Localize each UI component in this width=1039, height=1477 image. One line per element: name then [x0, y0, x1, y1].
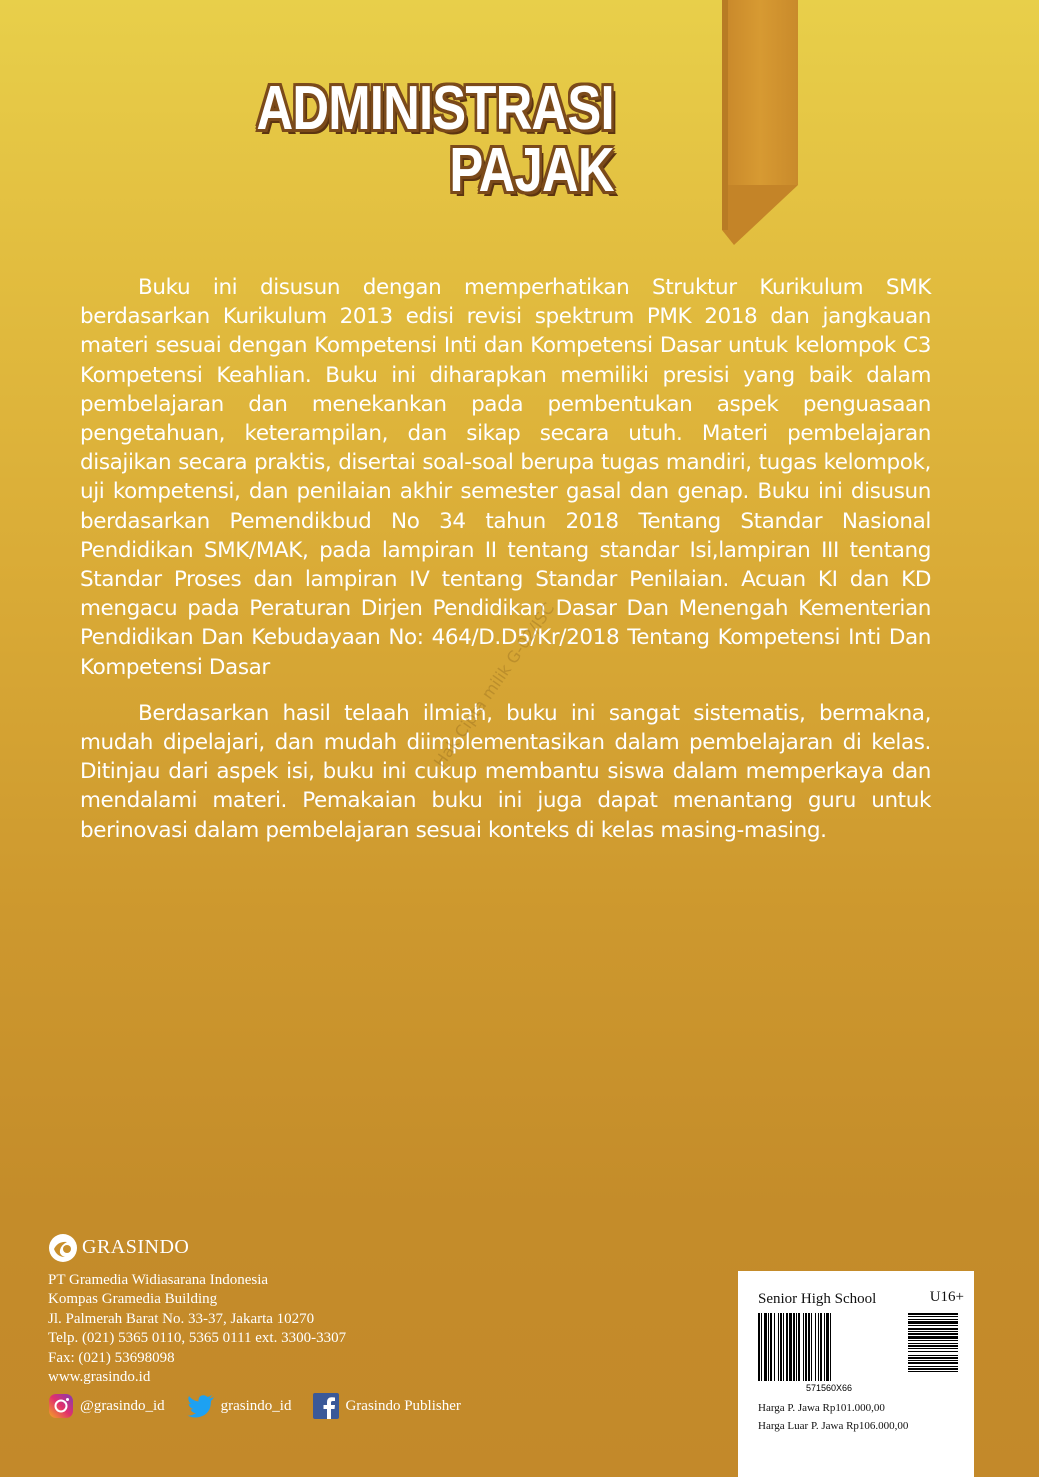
barcode-bar — [815, 1313, 816, 1381]
school-level: Senior High School — [758, 1291, 877, 1307]
barcode-bar-side — [908, 1331, 958, 1332]
barcode-bar-side — [908, 1357, 958, 1359]
barcode-bar — [764, 1313, 767, 1381]
barcode-bar — [830, 1313, 831, 1381]
barcode-bar-side — [908, 1328, 958, 1330]
price-outside-java: Harga Luar P. Jawa Rp106.000,00 — [758, 1420, 909, 1432]
social-twitter — [187, 1394, 292, 1418]
grasindo-logo-icon — [48, 1233, 78, 1263]
publisher-line: Jl. Palmerah Barat No. 33-37, Jakarta 10270 — [48, 1310, 315, 1327]
social-instagram — [48, 1393, 165, 1419]
age-rating: U16+ — [929, 1289, 964, 1305]
barcode-bar-side — [908, 1351, 958, 1352]
barcode-bar-side — [908, 1313, 958, 1315]
barcode-bar — [786, 1313, 788, 1381]
description-paragraph-1: Buku ini disusun dengan memperhatikan Struktur Kurikulum SMK berdasarkan Kurikulum 2013 edisi revisi spektrum PMK 2018 dan jangkauan materi sesuai dengan Kompetensi Inti dan Kompetensi Dasar untuk kelompok C3 Kompetensi Keahlian. Buku ini diharapkan memiliki presisi yang baik dalam pembelajaran dan menekankan pada pembentukan aspek penguasaan pengetahuan, keterampilan, dan sikap secara utuh. Materi pembelajaran disajikan secara praktis, disertai soal-soal berupa tugas mandiri, tugas kelompok, uji kompetensi, dan penilaian akhir semester gasal dan genap. Buku ini disusun berdasarkan Pemendikbud No 34 tahun 2018 Tentang Standar Nasional Pendidikan SMK/MAK, pada lampiran II tentang standar Isi,lampiran III tentang Standar Proses dan lampiran IV tentang Standar Penilaian. Acuan KI dan KD mengacu pada Peraturan Dirjen Pendidikan Dasar Dan Menengah Kementerian Pendidikan Dan Kebudayaan No: 464/D.D5/Kr/2018 Tentang Kompetensi Inti Dan Kompetensi Dasar — [80, 275, 931, 680]
barcode-bar-side — [908, 1333, 958, 1335]
barcode-bar-side — [908, 1316, 958, 1317]
price-box — [738, 1271, 974, 1477]
facebook-page: Grasindo Publisher — [345, 1397, 461, 1414]
barcode-bar-side — [908, 1368, 958, 1370]
ribbon-bookmark — [720, 0, 800, 250]
barcode-bar — [780, 1313, 782, 1381]
barcode-bar-side — [908, 1321, 958, 1324]
publisher-website: www.grasindo.id — [48, 1369, 151, 1386]
barcode-bar — [774, 1313, 775, 1381]
publisher-line: Telp. (021) 5365 0110, 5365 0111 ext. 3300-3307 — [48, 1330, 347, 1347]
barcode-number: 571560X66 — [806, 1383, 853, 1393]
price-java: Harga P. Jawa Rp101.000,00 — [758, 1402, 885, 1414]
barcode-bar-side — [908, 1343, 958, 1344]
barcode — [758, 1313, 963, 1393]
barcode-bar — [805, 1313, 807, 1381]
barcode-bar-side — [908, 1371, 958, 1372]
barcode-bar-side — [908, 1319, 958, 1320]
barcode-bar — [783, 1313, 784, 1381]
barcode-bar — [770, 1313, 772, 1381]
barcode-bar — [761, 1313, 762, 1381]
watermark: Hak Cipta milik G-02/ISC — [430, 599, 559, 771]
publisher-info — [48, 1233, 483, 1419]
publisher-line: Kompas Gramedia Building — [48, 1291, 218, 1308]
barcode-bar-side — [908, 1366, 958, 1367]
social-facebook — [313, 1393, 460, 1419]
barcode-bar — [758, 1313, 760, 1381]
barcode-bar — [793, 1313, 795, 1381]
barcode-bar-side — [908, 1360, 958, 1361]
barcode-bar-side — [908, 1336, 958, 1339]
barcode-bar-side — [908, 1340, 958, 1341]
publisher-line: PT Gramedia Widiasarana Indonesia — [48, 1272, 269, 1288]
barcode-bar — [818, 1313, 819, 1381]
barcode-bar-side — [908, 1325, 958, 1326]
barcode-bar — [826, 1313, 829, 1381]
barcode-bar — [768, 1313, 769, 1381]
publisher-line: Fax: (021) 53698098 — [48, 1349, 175, 1366]
social-links — [48, 1393, 483, 1419]
publisher-brand: GRASINDO — [82, 1236, 190, 1259]
barcode-bar — [820, 1313, 822, 1381]
title-line-1: ADMINISTRASI — [256, 74, 614, 143]
barcode-bar-side — [908, 1362, 958, 1364]
barcode-bar — [778, 1313, 779, 1381]
barcode-bar — [803, 1313, 804, 1381]
book-description — [80, 273, 931, 862]
barcode-bar — [808, 1313, 810, 1381]
barcode-bar — [789, 1313, 792, 1381]
description-paragraph-2: Berdasarkan hasil telaah ilmiah, buku ini sangat sistematis, bermakna, mudah dipelajari, dan mudah diimplementasikan dalam pembelajaran di kelas. Ditinjau dari aspek isi, buku ini cukup membantu siswa dalam memperkaya dan mendalami materi. Pemakaian buku ini juga dapat menantang guru untuk berinovasi dalam pembelajaran sesuai konteks di kelas masing-masing. — [80, 700, 931, 843]
instagram-handle: @grasindo_id — [80, 1397, 165, 1414]
barcode-bar — [824, 1313, 825, 1381]
barcode-bar — [796, 1313, 797, 1381]
barcode-bar-side — [908, 1345, 958, 1347]
facebook-icon — [313, 1393, 339, 1419]
twitter-icon — [187, 1394, 215, 1418]
book-title — [256, 74, 614, 205]
barcode-bar-side — [908, 1348, 958, 1349]
barcode-bar-side — [908, 1355, 958, 1356]
twitter-handle: grasindo_id — [220, 1397, 292, 1414]
title-line-2: PAJAK — [449, 136, 614, 205]
instagram-icon — [48, 1393, 74, 1419]
barcode-bar — [798, 1313, 800, 1381]
publisher-logo — [48, 1233, 483, 1263]
barcode-bar — [811, 1313, 812, 1381]
